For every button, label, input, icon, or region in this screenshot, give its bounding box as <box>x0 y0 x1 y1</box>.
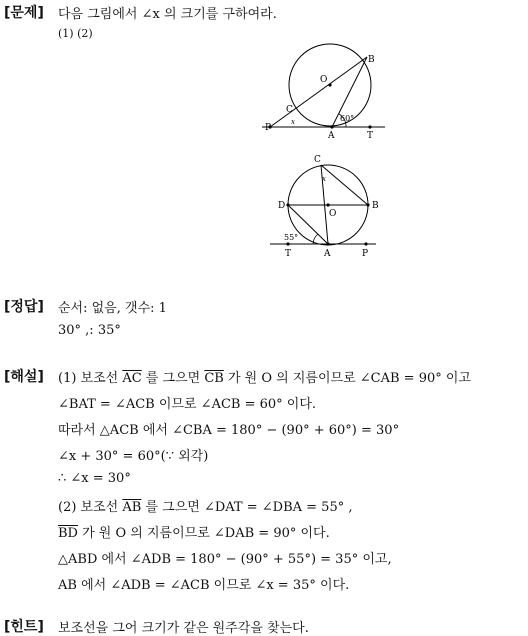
fig1-label-angle: 60° <box>340 114 355 123</box>
solution-line-3: 따라서 △ACB 에서 ∠CBA = 180° − (90° + 60°) = 30° <box>58 423 400 438</box>
fig1-point-t <box>368 125 371 128</box>
solution-line-5: ∴ ∠x = 30° <box>58 471 131 486</box>
fig1-label-b: B <box>368 55 375 65</box>
problem-text: 다음 그림에서 ∠x 의 크기를 구하여라. <box>58 7 277 22</box>
solution-l7b: 가 원 O 의 지름이므로 ∠DAB = 90° 이다. <box>77 526 330 541</box>
fig2-point-d <box>286 203 289 206</box>
fig2-point-p <box>364 242 367 245</box>
answer-tag: [정답] <box>4 299 44 315</box>
segment-ab: $\overline{AB}$ <box>122 500 142 515</box>
solution-l1a: (1) 보조선 <box>58 371 123 386</box>
solution-line-8: △ABD 에서 ∠ADB = 180° − (90° + 55°) = 35° 이고, <box>58 552 392 567</box>
fig2-label-c: C <box>314 155 321 165</box>
hint-tag: [힌트] <box>4 619 44 635</box>
fig1-label-p: P <box>265 123 272 133</box>
fig2-point-t <box>286 242 289 245</box>
fig2-label-b: B <box>372 201 379 211</box>
fig2-label-t: T <box>285 249 292 259</box>
answer-line-1: 순서: 없음, 갯수: 1 <box>58 301 167 316</box>
segment-cb: $\overline{CB}$ <box>204 371 224 386</box>
problem-tag: [문제] <box>4 5 44 21</box>
fig2-label-p: P <box>362 249 369 259</box>
solution-l6a: (2) 보조선 <box>58 500 123 515</box>
answer-line-2: 30° ,: 35° <box>58 323 121 338</box>
solution-l1e: 가 원 O 의 지름이므로 ∠CAB = 90° 이고 <box>223 371 471 386</box>
segment-bd: $\overline{BD}$ <box>58 526 78 541</box>
fig2-point-b <box>366 203 369 206</box>
solution-line-2: ∠BAT = ∠ACB 이므로 ∠ACB = 60° 이다. <box>58 397 317 412</box>
solution-line-9: AB 에서 ∠ADB = ∠ACB 이므로 ∠x = 35° 이다. <box>58 578 350 593</box>
fig1-label-o: O <box>320 75 328 85</box>
fig2-label-o: O <box>329 209 337 219</box>
fig2-chord-cb <box>321 165 368 205</box>
solution-l1c: 를 그으면 <box>141 371 205 386</box>
segment-ac: $\overline{AC}$ <box>122 371 142 386</box>
fig2-label-x: x <box>322 175 326 183</box>
fig2-label-d: D <box>278 201 286 211</box>
solution-line-7 <box>58 522 330 541</box>
fig2-point-o <box>326 203 329 206</box>
solution-line-6 <box>58 496 352 515</box>
fig1-point-a <box>330 125 333 128</box>
fig2-point-a <box>326 242 329 245</box>
solution-line-1 <box>58 367 471 386</box>
fig1-point-o <box>328 83 331 86</box>
fig1-label-x: x <box>291 118 295 126</box>
solution-line-4: ∠x + 30° = 60°(∵ 외각) <box>58 449 209 464</box>
solution-l6c: 를 그으면 ∠DAT = ∠DBA = 55° , <box>141 500 353 515</box>
fig1-label-a: A <box>328 131 335 141</box>
fig2-label-angle: 55° <box>284 233 299 242</box>
solution-tag: [해설] <box>4 369 44 385</box>
fig2-label-a: A <box>324 249 331 259</box>
hint-text: 보조선을 그어 크기가 같은 원주각을 찾는다. <box>58 621 309 636</box>
fig1-label-t: T <box>367 131 374 141</box>
fig1-label-c: C <box>286 105 293 115</box>
problem-parts: (1) (2) <box>58 27 93 40</box>
